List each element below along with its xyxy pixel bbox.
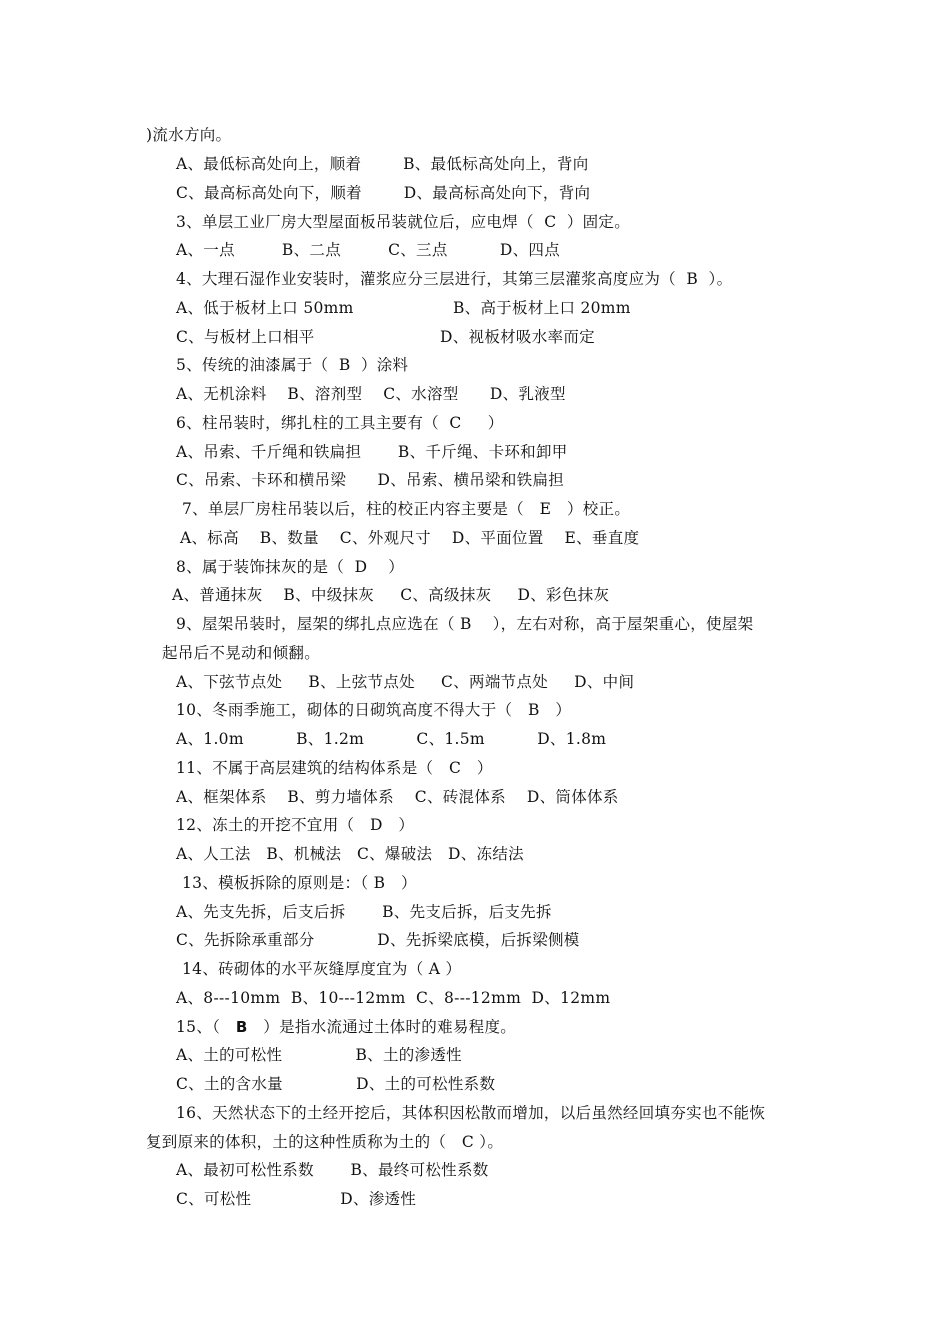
option-line: C、土的含水量 D、土的可松性系数 [176, 1075, 496, 1093]
option-line: C、与板材上口相平 D、视板材吸水率而定 [176, 328, 595, 346]
option-line: A、框架体系 B、剪力墙体系 C、砖混体系 D、筒体体系 [176, 788, 619, 806]
option-line: A、无机涂料 B、溶剂型 C、水溶型 D、乳液型 [176, 385, 566, 403]
question-15-prefix: 15、（ [176, 1018, 236, 1036]
question-5: 5、传统的油漆属于（ B ）涂料 [176, 356, 409, 374]
option-line: A、8---10mm B、10---12mm C、8---12mm D、12mm [176, 989, 611, 1007]
option-line: A、下弦节点处 B、上弦节点处 C、两端节点处 D、中间 [176, 673, 635, 691]
question-6: 6、柱吊装时，绑扎柱的工具主要有（ C ） [176, 414, 504, 432]
option-line: A、人工法 B、机械法 C、爆破法 D、冻结法 [176, 845, 524, 863]
question-3: 3、单层工业厂房大型屋面板吊装就位后，应电焊（ C ）固定。 [176, 213, 631, 231]
answer-mark: B [235, 1018, 248, 1036]
option-line: C、可松性 D、渗透性 [176, 1190, 417, 1208]
option-line: C、先拆除承重部分 D、先拆梁底模，后拆梁侧模 [176, 931, 580, 949]
option-line: A、标高 B、数量 C、外观尺寸 D、平面位置 E、垂直度 [180, 529, 640, 547]
text-line: )流水方向。 [146, 126, 232, 144]
option-line: A、最初可松性系数 B、最终可松性系数 [176, 1161, 489, 1179]
question-16: 16、天然状态下的土经开挖后，其体积因松散而增加，以后虽然经回填夯实也不能恢 [176, 1104, 766, 1122]
question-9: 9、屋架吊装时，屋架的绑扎点应选在（ B ），左右对称，高于屋架重心，使屋架 [176, 615, 754, 633]
option-line: A、先支先拆，后支后拆 B、先支后拆，后支先拆 [176, 903, 552, 921]
question-14: 14、砖砌体的水平灰缝厚度宜为（ A ） [182, 960, 462, 978]
question-10: 10、冬雨季施工，砌体的日砌筑高度不得大于（ B ） [176, 701, 572, 719]
option-line: A、一点 B、二点 C、三点 D、四点 [176, 241, 561, 259]
question-7: 7、单层厂房柱吊装以后，柱的校正内容主要是（ E ）校正。 [182, 500, 631, 518]
option-line: A、吊索、千斤绳和铁扁担 B、千斤绳、卡环和卸甲 [176, 443, 568, 461]
question-12: 12、冻土的开挖不宜用（ D ） [176, 816, 415, 834]
text-line: 复到原来的体积，土的这种性质称为土的（ C ）。 [146, 1133, 504, 1151]
option-line: A、低于板材上口 50mm B、高于板材上口 20mm [176, 299, 631, 317]
option-line: A、最低标高处向上，顺着 B、最低标高处向上，背向 [176, 155, 589, 173]
question-11: 11、不属于高层建筑的结构体系是（ C ） [176, 759, 493, 777]
option-line: A、土的可松性 B、土的渗透性 [176, 1046, 462, 1064]
question-4: 4、大理石湿作业安装时，灌浆应分三层进行，其第三层灌浆高度应为（ B ）。 [176, 270, 733, 288]
question-8: 8、属于装饰抹灰的是（ D ） [176, 558, 405, 576]
option-line: A、1.0m B、1.2m C、1.5m D、1.8m [176, 730, 607, 748]
option-line: C、吊索、卡环和横吊梁 D、吊索、横吊梁和铁扁担 [176, 471, 565, 489]
option-line: A、普通抹灰 B、中级抹灰 C、高级抹灰 D、彩色抹灰 [172, 586, 610, 604]
question-15 [176, 1017, 516, 1037]
option-line: C、最高标高处向下，顺着 D、最高标高处向下，背向 [176, 184, 591, 202]
question-13: 13、模板拆除的原则是：（ B ） [182, 874, 417, 892]
question-15-text: ）是指水流通过土体时的难易程度。 [247, 1018, 517, 1036]
text-line: 起吊后不晃动和倾翻。 [162, 644, 321, 662]
